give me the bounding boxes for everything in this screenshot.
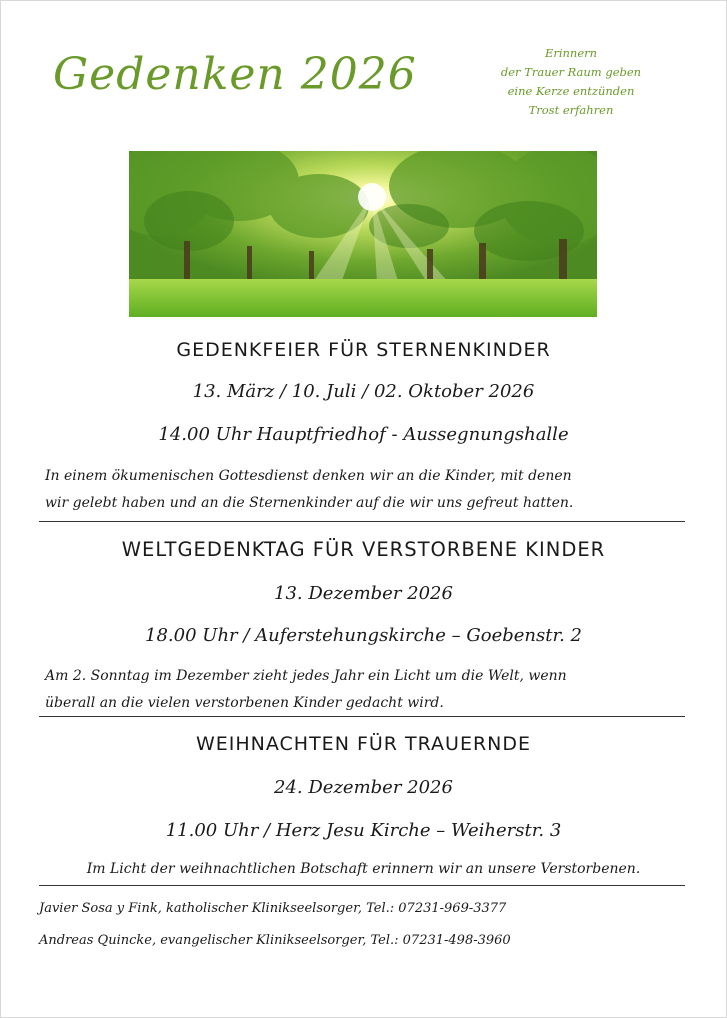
contact-line: Javier Sosa y Fink, katholischer Klinikseelsorger, Tel.: 07231-969-3377	[39, 901, 507, 916]
divider	[39, 521, 685, 522]
section-dates: 13. Dezember 2026	[274, 583, 453, 604]
section-time-place: 14.00 Uhr Hauptfriedhof - Aussegnungshalle	[158, 424, 569, 445]
motto-line: Trost erfahren	[528, 103, 614, 117]
section-description	[45, 663, 685, 717]
section-description	[45, 463, 685, 517]
section-heading: WELTGEDENKTAG FÜR VERSTORBENE KINDER	[121, 538, 606, 561]
contact-line: Andreas Quincke, evangelischer Klinikseelsorger, Tel.: 07231-498-3960	[39, 933, 511, 948]
section-description: Im Licht der weihnachtlichen Botschaft erinnern wir an unsere Verstorbenen.	[86, 861, 641, 877]
section-dates: 24. Dezember 2026	[274, 777, 453, 798]
section-heading: GEDENKFEIER FÜR STERNENKINDER	[176, 339, 551, 361]
section-heading: WEIHNACHTEN FÜR TRAUERNDE	[195, 733, 532, 755]
section-time-place: 11.00 Uhr / Herz Jesu Kirche – Weiherstr. 3	[165, 820, 562, 841]
motto-line: Erinnern	[544, 46, 598, 60]
description-line: überall an die vielen verstorbenen Kinder gedacht wird.	[45, 695, 444, 711]
motto-line: der Trauer Raum geben	[500, 65, 642, 79]
description-line: Am 2. Sonntag im Dezember zieht jedes Jahr ein Licht um die Welt, wenn	[45, 668, 567, 684]
motto-line: eine Kerze entzünden	[507, 84, 635, 98]
description-line: wir gelebt haben und an die Sternenkinder auf die wir uns gefreut hatten.	[45, 495, 574, 511]
motto	[491, 44, 651, 120]
forest-sunlight-image	[129, 151, 597, 317]
description-line: In einem ökumenischen Gottesdienst denken wir an die Kinder, mit denen	[45, 468, 572, 484]
divider	[39, 885, 685, 886]
divider	[39, 716, 685, 717]
section-time-place: 18.00 Uhr / Auferstehungskirche – Goebenstr. 2	[145, 625, 582, 646]
section-dates: 13. März / 10. Juli / 02. Oktober 2026	[192, 381, 535, 402]
page-title: Gedenken 2026	[53, 49, 417, 100]
